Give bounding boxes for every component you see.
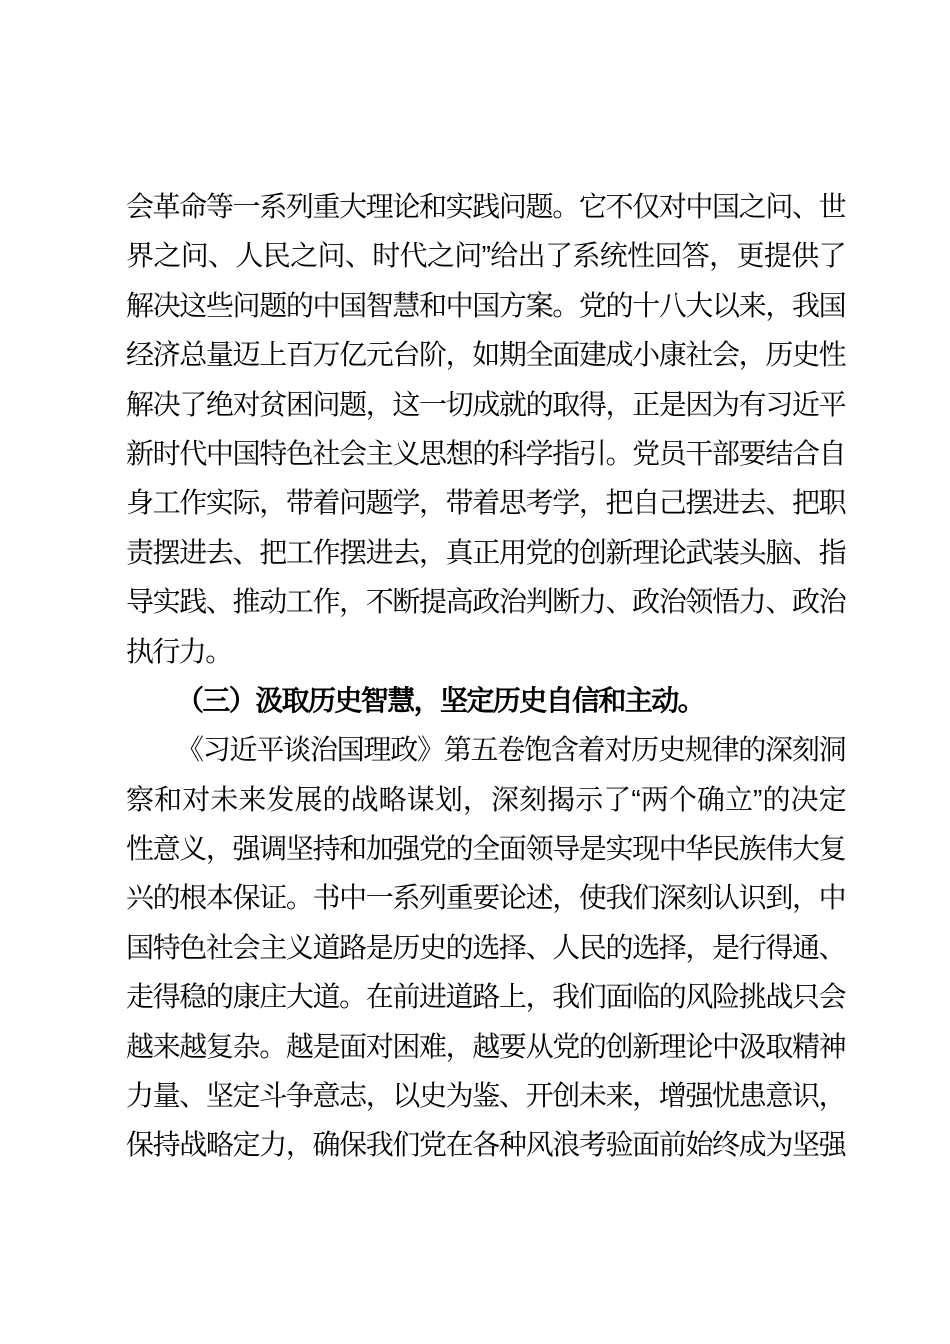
text-line: 新时代中国特色社会主义思想的科学指引。党员干部要结合自 [126, 437, 845, 469]
text-line: 界之问、人民之问、时代之问”给出了系统性回答，更提供了 [126, 240, 845, 272]
text-line: 性意义，强调坚持和加强党的全面领导是实现中华民族伟大复 [126, 833, 845, 865]
paragraph-first-line: 《习近平谈治国理政》第五卷饱含着对历史规律的深刻洞 [176, 734, 845, 766]
text-line: 兴的根本保证。书中一系列重要论述，使我们深刻认识到，中 [126, 882, 845, 914]
text-line: 导实践、推动工作，不断提高政治判断力、政治领悟力、政治 [126, 586, 845, 618]
paragraph-end-line: 执行力。 [126, 635, 232, 667]
text-line: 越来越复杂。越是面对困难，越要从党的创新理论中汲取精神 [126, 1030, 845, 1062]
text-line: 解决了绝对贫困问题，这一切成就的取得，正是因为有习近平 [126, 388, 845, 420]
text-line: 力量、坚定斗争意志，以史为鉴、开创未来，增强忧患意识， [126, 1080, 845, 1112]
text-line: 解决这些问题的中国智慧和中国方案。党的十八大以来，我国 [126, 289, 845, 321]
document-text-content [126, 182, 845, 1170]
text-line: 察和对未来发展的战略谋划，深刻揭示了“两个确立”的决定 [126, 783, 845, 815]
text-line: 经济总量迈上百万亿元台阶，如期全面建成小康社会，历史性 [126, 339, 845, 371]
text-line: 保持战略定力，确保我们党在各种风浪考验面前始终成为坚强 [126, 1129, 845, 1161]
text-line: 身工作实际，带着问题学，带着思考学，把自己摆进去、把职 [126, 487, 845, 519]
text-line: 责摆进去、把工作摆进去，真正用党的创新理论武装头脑、指 [126, 536, 845, 568]
text-line: 国特色社会主义道路是历史的选择、人民的选择，是行得通、 [126, 931, 845, 963]
text-line: 会革命等一系列重大理论和实践问题。它不仅对中国之问、世 [126, 191, 845, 222]
text-line: 走得稳的康庄大道。在前进道路上，我们面临的风险挑战只会 [126, 981, 845, 1013]
section-heading: （三）汲取历史智慧，坚定历史自信和主动。 [176, 684, 705, 716]
